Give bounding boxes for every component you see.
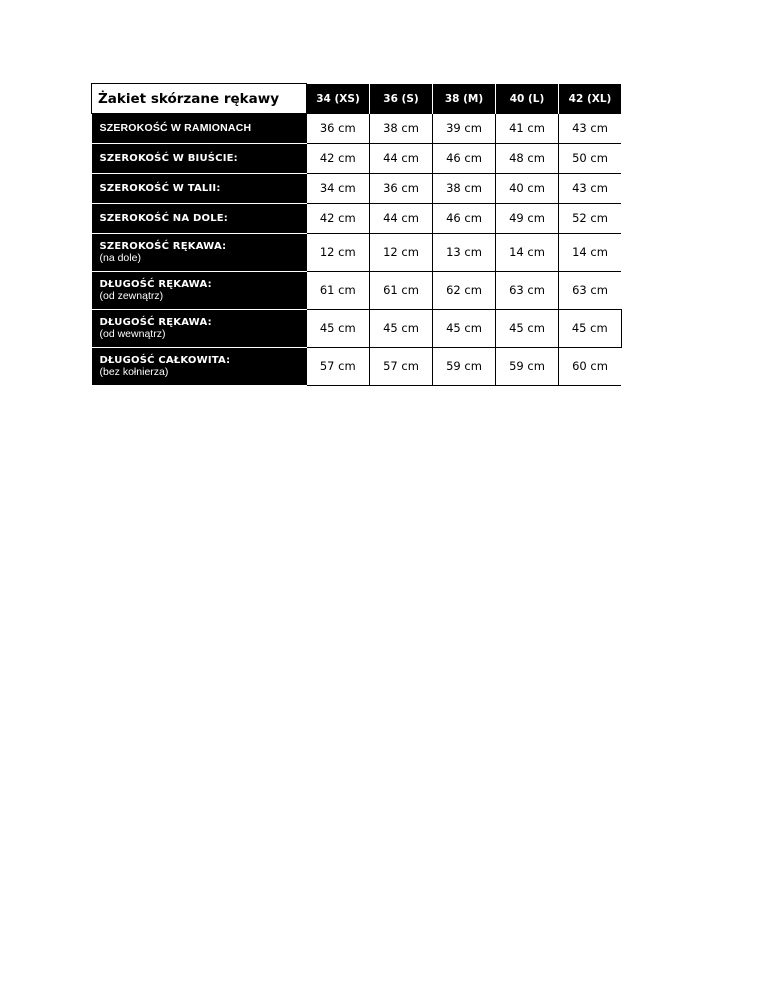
table-cell: 52 cm	[559, 203, 622, 233]
table-cell: 45 cm	[559, 309, 622, 347]
table-cell: 59 cm	[496, 347, 559, 385]
table-cell: 49 cm	[496, 203, 559, 233]
size-header: 36 (S)	[370, 84, 433, 114]
row-label-sub: (od zewnątrz)	[99, 289, 164, 302]
row-label-text: SZEROKOŚĆ W RAMIONACH	[99, 122, 252, 135]
table-cell: 45 cm	[370, 309, 433, 347]
row-label-sub: (od wewnątrz)	[99, 327, 166, 340]
table-cell: 63 cm	[496, 271, 559, 309]
table-cell: 43 cm	[559, 114, 622, 144]
table-cell: 14 cm	[559, 233, 622, 271]
row-label	[92, 347, 307, 385]
row-label-text: SZEROKOŚĆ NA DOLE:	[99, 212, 229, 224]
table-cell: 59 cm	[433, 347, 496, 385]
table-row	[92, 233, 622, 271]
row-label-sub: (bez kołnierza)	[99, 365, 169, 378]
table-cell: 61 cm	[370, 271, 433, 309]
row-label-text: SZEROKOŚĆ W BIUŚCIE:	[99, 152, 238, 164]
table-cell: 45 cm	[496, 309, 559, 347]
table-row	[92, 114, 622, 144]
row-label-text: SZEROKOŚĆ RĘKAWA:	[99, 240, 227, 252]
table-cell: 41 cm	[496, 114, 559, 144]
table-cell: 36 cm	[370, 173, 433, 203]
table-cell: 48 cm	[496, 143, 559, 173]
table-cell: 50 cm	[559, 143, 622, 173]
table-cell: 45 cm	[433, 309, 496, 347]
table-cell: 38 cm	[433, 173, 496, 203]
table-cell: 61 cm	[307, 271, 370, 309]
row-label-sub: (na dole)	[99, 251, 141, 264]
size-header: 38 (M)	[433, 84, 496, 114]
table-cell: 34 cm	[307, 173, 370, 203]
table-cell: 36 cm	[307, 114, 370, 144]
table-row	[92, 347, 622, 385]
table-cell: 43 cm	[559, 173, 622, 203]
table-row	[92, 203, 622, 233]
row-label	[92, 114, 307, 144]
row-label-text: SZEROKOŚĆ W TALII:	[99, 182, 221, 194]
table-cell: 62 cm	[433, 271, 496, 309]
table-cell: 42 cm	[307, 203, 370, 233]
table-row	[92, 309, 622, 347]
table-row	[92, 271, 622, 309]
row-label	[92, 203, 307, 233]
table-cell: 14 cm	[496, 233, 559, 271]
table-cell: 12 cm	[307, 233, 370, 271]
row-label	[92, 271, 307, 309]
size-header: 34 (XS)	[307, 84, 370, 114]
row-label-text: DŁUGOŚĆ CAŁKOWITA:	[99, 354, 231, 366]
size-header: 42 (XL)	[559, 84, 622, 114]
row-label-text: DŁUGOŚĆ RĘKAWA:	[99, 278, 212, 290]
table-cell: 45 cm	[307, 309, 370, 347]
table-cell: 44 cm	[370, 143, 433, 173]
size-chart-table	[91, 83, 622, 386]
table-cell: 40 cm	[496, 173, 559, 203]
size-header: 40 (L)	[496, 84, 559, 114]
table-cell: 38 cm	[370, 114, 433, 144]
table-cell: 39 cm	[433, 114, 496, 144]
table-cell: 57 cm	[307, 347, 370, 385]
table-cell: 46 cm	[433, 143, 496, 173]
table-title: Żakiet skórzane rękawy	[92, 84, 307, 114]
table-cell: 12 cm	[370, 233, 433, 271]
table-cell: 13 cm	[433, 233, 496, 271]
row-label-text: DŁUGOŚĆ RĘKAWA:	[99, 316, 212, 328]
row-label	[92, 233, 307, 271]
table-cell: 46 cm	[433, 203, 496, 233]
table-cell: 57 cm	[370, 347, 433, 385]
table-cell: 63 cm	[559, 271, 622, 309]
row-label	[92, 173, 307, 203]
table-cell: 42 cm	[307, 143, 370, 173]
table-cell: 44 cm	[370, 203, 433, 233]
row-label	[92, 309, 307, 347]
table-row	[92, 173, 622, 203]
row-label	[92, 143, 307, 173]
table-cell: 60 cm	[559, 347, 622, 385]
table-row	[92, 143, 622, 173]
header-row	[92, 84, 622, 114]
